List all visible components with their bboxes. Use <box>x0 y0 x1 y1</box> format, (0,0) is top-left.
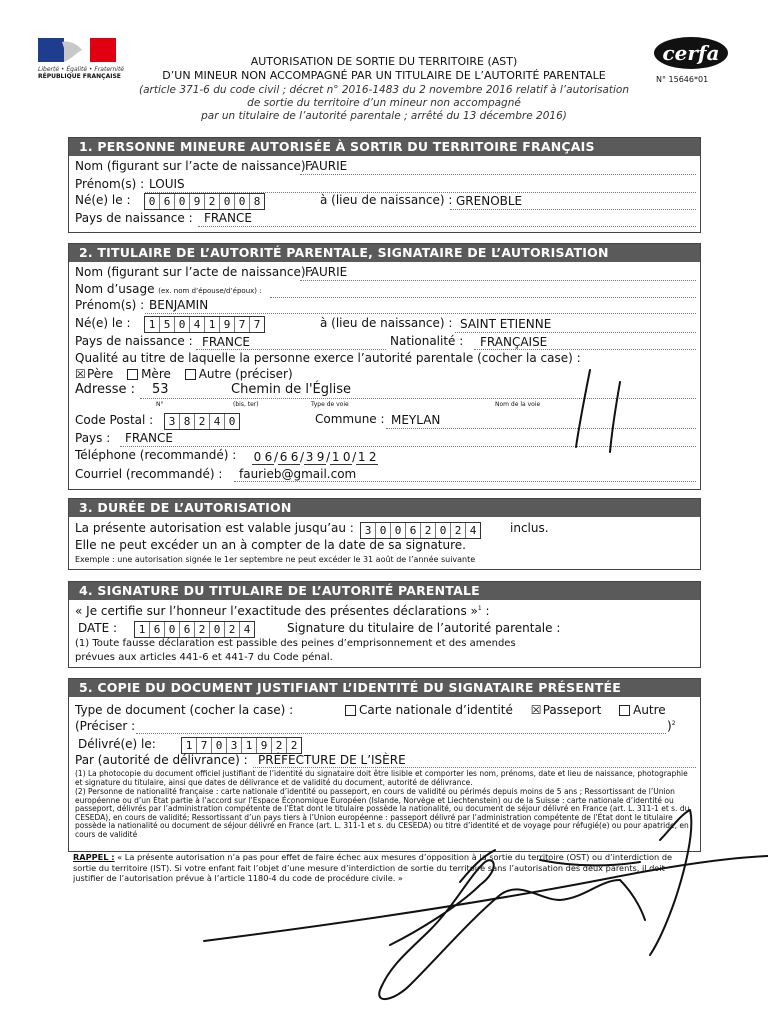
parent-nationality-label: Nationalité : <box>390 334 464 348</box>
digit-box: 3 <box>227 738 242 753</box>
tel-digit: 9 <box>316 450 325 464</box>
par-field[interactable]: PRÉFECTURE DE L’ISÈRE <box>258 753 406 767</box>
digit-box: 2 <box>421 523 436 538</box>
parent-prenom-field[interactable]: BENJAMIN <box>149 298 209 312</box>
tel-separator: / <box>352 450 357 464</box>
passeport-label: Passeport <box>542 703 602 717</box>
cerfa-number: N° 15646*01 <box>656 75 709 84</box>
digit-box: 6 <box>150 622 165 637</box>
legal-ref-line3: par un titulaire de l’autorité parentale ; arrêté du 13 décembre 2016) <box>201 110 567 122</box>
tel-digit: 6 <box>290 450 299 464</box>
form-title-line1: AUTORISATION DE SORTIE DU TERRITOIRE (AST) <box>250 55 518 68</box>
minor-country-field[interactable]: FRANCE <box>204 211 252 225</box>
hint-bis: (bis, ter) <box>233 401 259 408</box>
digit-box: 0 <box>228 415 236 428</box>
parent-birth-label: Né(e) le : <box>75 316 131 330</box>
parent-birthplace-field[interactable]: SAINT ETIENNE <box>460 317 552 331</box>
minor-birthplace-label: à (lieu de naissance) : <box>320 193 453 207</box>
commune-field[interactable]: MEYLAN <box>391 413 441 427</box>
certify-sup: 1 <box>477 605 482 612</box>
tel-digit: 1 <box>357 450 366 464</box>
date-label: DATE : <box>78 621 118 635</box>
digit-box: 2 <box>205 194 220 209</box>
digit-box: 6 <box>406 523 421 538</box>
digit-box: 2 <box>272 738 287 753</box>
tel-digit: 0 <box>253 450 262 464</box>
footnote-2: (2) Personne de nationalité française : carte nationale d’identité ou passeport, en cours de validité ou périmés depuis moins de 5 ans ; Ressortissant de l’Union européenne ou d’un État partie à l’accord sur l’Espace Économique Européen (Islande, Norvège et Liechtenstein) ou de la Suisse : carte nationale d’identité ou passeport, délivrés par l’administration compétente de l’État dont le titulaire possède la nationalité, ou document de séjour délivré en France (art. L. 311-1 et s. du CESEDA), en cours de validité; Ressortissant d’un pays tiers à l’Union européenne : passeport délivré par l’administration compétente de l’État dont le titulaire possède la nationalité ou document de séjour délivré en France (art. L. 311-1 et s. du CESEDA) ou titre d’identité et de voyage pour réfugié(e) ou pour apatride, en cours de validité <box>75 787 690 839</box>
footnote-1: (1) La photocopie du document officiel justifiant de l’identité du signataire doit être lisible et comporter les nom, prénoms, date et lieu de naissance, photographie et signature du titulaire, ainsi que dates de délivrance et de validité du document, autorité de délivrance. <box>75 769 688 787</box>
adresse-street-field[interactable]: Chemin de l'Église <box>231 382 351 397</box>
tel-digit: 6 <box>279 450 288 464</box>
tel-separator: / <box>326 450 331 464</box>
cni-label: Carte nationale d’identité <box>359 703 513 717</box>
passeport-check-icon: ☒ <box>530 703 542 717</box>
pays2-label: Pays : <box>75 431 111 445</box>
digit-box: 4 <box>210 414 225 429</box>
digit-box: 9 <box>220 317 235 332</box>
adresse-label: Adresse : <box>75 382 136 397</box>
legal-ref-line1: (article 371-6 du code civil ; décret n° 2016-1483 du 2 novembre 2016 relatif à l’autorisation <box>138 84 630 96</box>
digit-box: 3 <box>361 523 376 538</box>
minor-prenom-label: Prénom(s) : <box>75 177 145 191</box>
minor-birth-label: Né(e) le : <box>75 193 131 207</box>
cerfa-logo-text: cerfa <box>662 41 720 65</box>
digit-box: 9 <box>190 194 205 209</box>
parent-nationality-field[interactable]: FRANÇAISE <box>480 335 548 349</box>
minor-nom-label: Nom (figurant sur l’acte de naissance) : <box>75 159 314 173</box>
mere-label: Mère <box>141 367 171 381</box>
hint-numero: N° <box>156 401 164 408</box>
digit-box: 0 <box>212 738 227 753</box>
section3-title: 3. DURÉE DE L’AUTORISATION <box>69 499 700 517</box>
inclus-text: inclus. <box>510 521 549 535</box>
digit-box: 0 <box>165 622 180 637</box>
preciser-close: ) <box>667 719 672 733</box>
par-label: Par (autorité de délivrance) : <box>75 753 248 767</box>
minor-country-label: Pays de naissance : <box>75 211 193 225</box>
minor-prenom-field[interactable]: LOUIS <box>149 177 185 191</box>
pere-label: Père <box>87 367 114 381</box>
digit-box: 2 <box>451 523 466 538</box>
digit-box: 2 <box>225 622 240 637</box>
digit-box: 0 <box>220 194 235 209</box>
preciser-sup: 2 <box>671 720 676 727</box>
qualite-label: Qualité au titre de laquelle la personne exerce l’autorité parentale (cocher la case) : <box>75 351 581 365</box>
cp-label: Code Postal : <box>75 413 154 427</box>
digit-box: 6 <box>160 194 175 209</box>
preciser-label: (Préciser : <box>75 719 136 733</box>
tel-digit: 2 <box>368 450 377 464</box>
autre-doc-label: Autre <box>633 703 666 717</box>
section1-title: 1. PERSONNE MINEURE AUTORISÉE À SORTIR DU TERRITOIRE FRANÇAIS <box>69 138 700 156</box>
commune-label: Commune : <box>315 412 385 426</box>
digit-box: 0 <box>175 317 190 332</box>
digit-box: 9 <box>257 738 272 753</box>
section4-title: 4. SIGNATURE DU TITULAIRE DE L’AUTORITÉ PARENTALE <box>69 582 700 600</box>
digit-box: 4 <box>190 317 205 332</box>
digit-box: 7 <box>253 318 261 331</box>
hint-nom-voie: Nom de la voie <box>495 401 541 408</box>
form-title-line2: D’UN MINEUR NON ACCOMPAGNÉ PAR UN TITULAIRE DE L’AUTORITÉ PARENTALE <box>162 69 606 82</box>
digit-box: 2 <box>195 622 210 637</box>
digit-box: 1 <box>182 738 197 753</box>
digit-box: 7 <box>235 317 250 332</box>
delivre-label: Délivré(e) le: <box>78 737 156 751</box>
tel-separator: / <box>300 450 305 464</box>
legal-ref-line2: de sortie du territoire d’un mineur non accompagné <box>247 97 521 109</box>
tel-digit: 6 <box>264 450 273 464</box>
email-field[interactable]: faurieb@gmail.com <box>239 467 357 481</box>
parent-prenom-label: Prénom(s) : <box>75 298 145 312</box>
digit-box: 0 <box>210 622 225 637</box>
digit-box: 8 <box>180 414 195 429</box>
digit-box: 0 <box>391 523 406 538</box>
digit-box: 0 <box>436 523 451 538</box>
republic-name: RÉPUBLIQUE FRANÇAISE <box>38 73 121 80</box>
mail-label: Courriel (recommandé) : <box>75 467 223 481</box>
pere-check-icon: ☒ <box>75 367 86 381</box>
section2-title: 2. TITULAIRE DE L’AUTORITÉ PARENTALE, SIGNATAIRE DE L’AUTORISATION <box>69 244 700 262</box>
warn-line1: (1) Toute fausse déclaration est passible des peines d’emprisonnement et des amendes <box>75 638 516 649</box>
duration-example: Exemple : une autorisation signée le 1er septembre ne peut excéder le 31 août de l’année suivante <box>75 555 476 564</box>
rappel-body: « La présente autorisation n’a pas pour effet de faire échec aux mesures d’opposition à la sortie du territoire (OST) ou d’interdiction de sortie du territoire (IST). Si votre enfant fait l’objet d’une mesure d’interdiction de sortie du territoire sans l’autorisation des deux parents, il doit justifier de l’autorisation prévue à l’article 1180-4 du code de procédure civile. » <box>73 852 673 883</box>
digit-box: 0 <box>145 194 160 209</box>
republic-motto: Liberté • Égalité • Fraternité <box>38 66 125 73</box>
pays2-field[interactable]: FRANCE <box>125 431 173 445</box>
digit-box: 1 <box>205 317 220 332</box>
doc-type-label: Type de document (cocher la case) : <box>75 703 294 717</box>
digit-box: 1 <box>242 738 257 753</box>
parent-nom-field[interactable]: FAURIE <box>305 265 348 279</box>
digit-box: 2 <box>290 739 298 752</box>
digit-box: 1 <box>135 622 150 637</box>
section5-title: 5. COPIE DU DOCUMENT JUSTIFIANT L’IDENTITÉ DU SIGNATAIRE PRÉSENTÉE <box>69 679 700 697</box>
duration-limit-text: Elle ne peut excéder un an à compter de la date de sa signature. <box>75 538 466 552</box>
digit-box: 3 <box>165 414 180 429</box>
certify-end: : <box>481 604 490 618</box>
parent-country-label: Pays de naissance : <box>75 334 193 348</box>
parent-country-field[interactable]: FRANCE <box>202 335 250 349</box>
digit-box: 0 <box>175 194 190 209</box>
parent-nom-label: Nom (figurant sur l’acte de naissance) : <box>75 265 314 279</box>
valid-label: La présente autorisation est valable jusqu’au : <box>75 521 354 535</box>
tel-label: Téléphone (recommandé) : <box>75 448 237 462</box>
adresse-number-field[interactable]: 53 <box>152 382 169 397</box>
digit-box: 6 <box>180 622 195 637</box>
tel-digit: 1 <box>331 450 340 464</box>
digit-box: 8 <box>253 195 261 208</box>
warn-line2: prévues aux articles 441-6 et 441-7 du Code pénal. <box>75 652 333 663</box>
parent-usage-hint: (ex. nom d’épouse/d’époux) : <box>158 287 262 295</box>
rappel-label: RAPPEL : <box>73 852 115 862</box>
hint-type-voie: Type de voie <box>311 401 349 408</box>
sign-label: Signature du titulaire de l’autorité parentale : <box>287 621 561 635</box>
digit-box: 5 <box>160 317 175 332</box>
digit-box: 7 <box>197 738 212 753</box>
digit-box: 0 <box>235 194 250 209</box>
tel-separator: / <box>274 450 279 464</box>
certify-body: « Je certifie sur l’honneur l’exactitude des présentes déclarations » <box>75 604 478 618</box>
digit-box: 0 <box>376 523 391 538</box>
tel-digit: 3 <box>305 450 314 464</box>
digit-box: 4 <box>469 524 477 537</box>
parent-birthplace-label: à (lieu de naissance) : <box>320 316 453 330</box>
tel-digit: 0 <box>342 450 351 464</box>
digit-box: 1 <box>145 317 160 332</box>
parent-usage-text: Nom d’usage <box>75 282 155 296</box>
minor-nom-field[interactable]: FAURIE <box>305 159 348 173</box>
digit-box: 4 <box>243 623 251 636</box>
autre-label: Autre (préciser) <box>198 367 293 381</box>
digit-box: 2 <box>195 414 210 429</box>
minor-birthplace-field[interactable]: GRENOBLE <box>456 194 523 208</box>
